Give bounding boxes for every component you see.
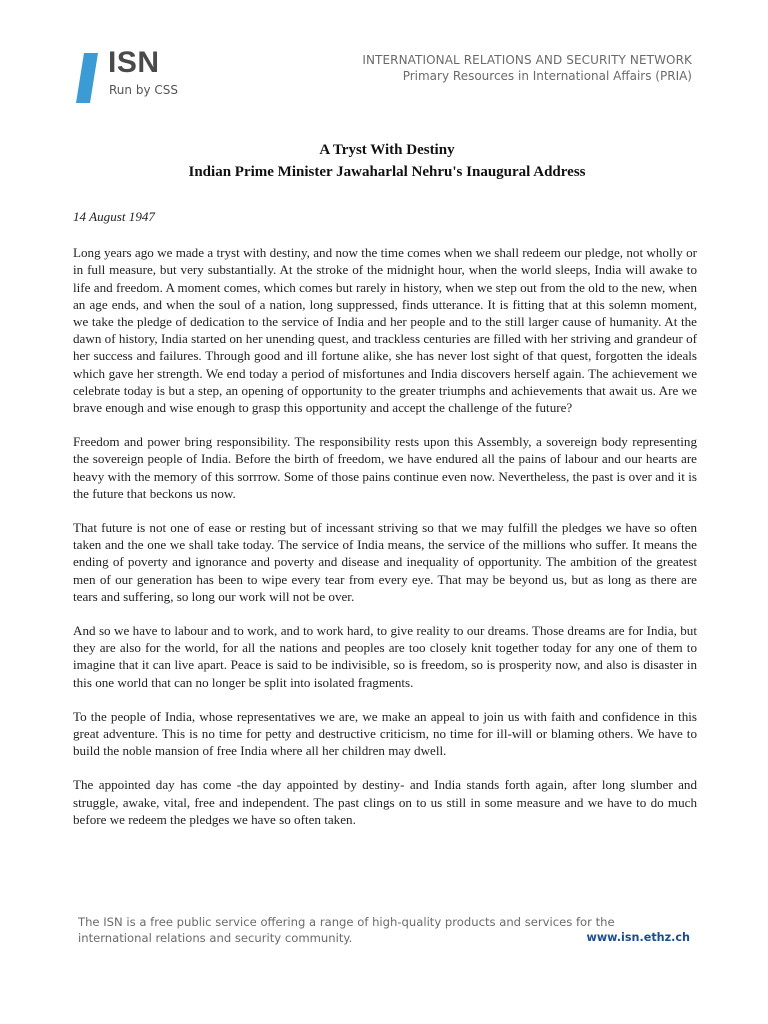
footer-link[interactable]: www.isn.ethz.ch xyxy=(586,931,690,944)
page-footer xyxy=(78,914,690,946)
document-subtitle: Indian Prime Minister Jawaharlal Nehru's Inaugural Address xyxy=(188,164,586,180)
document-body xyxy=(73,208,697,845)
organization-subtitle: Primary Resources in International Affairs (PRIA) xyxy=(402,69,692,83)
paragraph: To the people of India, whose representatives we are, we make an appeal to join us with faith and confidence in this great adventure. This is no time for petty and destructive criticism, no time for ill-will or blaming others. We have to build the noble mansion of free India where all her children may dwell. xyxy=(73,708,697,759)
paragraph: Long years ago we made a tryst with destiny, and now the time comes when we shall redeem our pledge, not wholly or in full measure, but very substantially. At the stroke of the midnight hour, when the world sleeps, India will awake to life and freedom. A moment comes, which comes but rarely in history, when we step out from the old to the new, when an age ends, and when the soul of a nation, long suppressed, finds utterance. It is fitting that at this solemn moment, we take the pledge of dedication to the service of India and her people and to the still larger cause of humanity. At the dawn of history, India started on her unending quest, and trackless centuries are filled with her striving and grandeur of her success and failures. Through good and ill fortune alike, she has never lost sight of that quest, forgotten the ideals which gave her strength. We end today a period of misfortunes and India discovers herself again. The achievement we celebrate today is but a step, an opening of opportunity to the greater triumphs and achievements that await us. Are we brave enough and wise enough to grasp this opportunity and accept the challenge of the future? xyxy=(73,245,697,416)
paragraph: That future is not one of ease or resting but of incessant striving so that we may fulfill the pledges we have so often taken and the one we shall take today. The service of India means, the service of the millions who suffer. It means the ending of poverty and ignorance and poverty and disease and inequality of opportunity. The ambition of the greatest men of our generation has been to wipe every tear from every eye. That may be beyond us, but as long as there are tears and suffering, so long our work will not be over. xyxy=(73,520,697,604)
document-title-block xyxy=(72,139,702,183)
organization-name: INTERNATIONAL RELATIONS AND SECURITY NETWORK xyxy=(362,53,692,67)
isn-logo-icon xyxy=(76,53,98,103)
page-header xyxy=(0,0,768,110)
document-date: 14 August 1947 xyxy=(73,209,155,224)
paragraph: And so we have to labour and to work, and to work hard, to give reality to our dreams. Those dreams are for India, but they are also for the world, for all the nations and peoples are too closely knit together today for any one of them to imagine that it can live apart. Peace is said to be indivisible, so is freedom, so is prosperity now, and also is disaster in this one world that can no longer be split into isolated fragments. xyxy=(73,623,697,690)
logo-subtitle: Run by CSS xyxy=(109,83,178,97)
logo-text: ISN xyxy=(108,46,160,79)
paragraph: Freedom and power bring responsibility. The responsibility rests upon this Assembly, a sovereign body representing the sovereign people of India. Before the birth of freedom, we have endured all the pains of labour and our hearts are heavy with the memory of this sorrrow. Some of those pains continue even now. Nevertheless, the past is over and it is the future that beckons us now. xyxy=(73,434,697,501)
document-title: A Tryst With Destiny xyxy=(319,142,455,158)
footer-text: The ISN is a free public service offering a range of high-quality products and services for the international relations and security community. xyxy=(78,915,615,945)
paragraph: The appointed day has come -the day appointed by destiny- and India stands forth again, after long slumber and struggle, awake, vital, free and independent. The past clings on to us still in some measure and we have to do much before we redeem the pledges we have so often taken. xyxy=(73,777,697,827)
organization-title xyxy=(362,52,692,84)
